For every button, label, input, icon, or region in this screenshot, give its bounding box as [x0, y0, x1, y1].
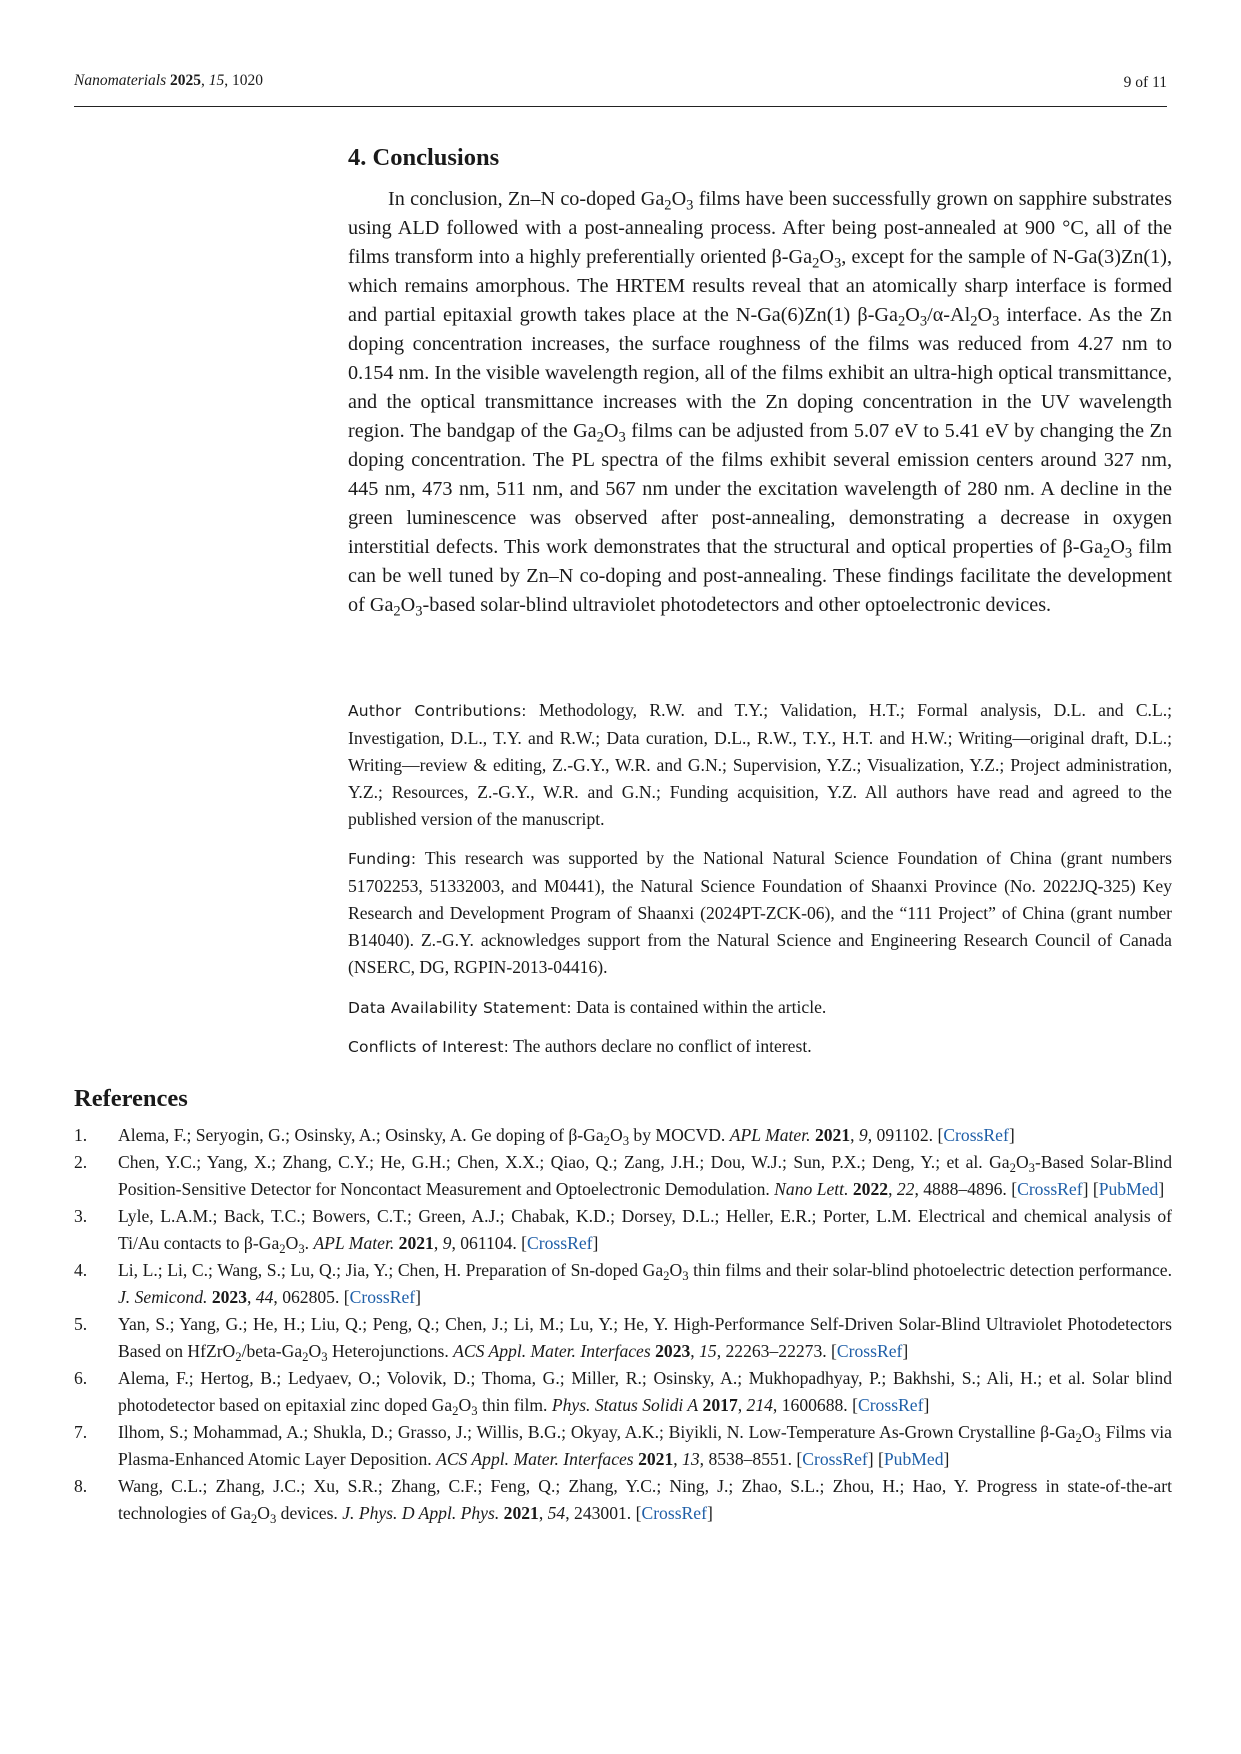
crossref-link[interactable]: CrossRef	[527, 1233, 593, 1253]
pubmed-link[interactable]: PubMed	[883, 1449, 944, 1469]
reference-item: 6. Alema, F.; Hertog, B.; Ledyaev, O.; Volovik, D.; Thoma, G.; Miller, R.; Osinsky, A.; Mukhopadhyay, P.; Bakhshi, S.; Ali, H.; et al. Solar blind photodetector based on epitaxial zinc doped $Ga_2O_3$ thin film. Phys. Status Solidi A 2017, 214, 1600688. [CrossRef]	[74, 1368, 1172, 1419]
data-availability-text: Data is contained within the article.	[576, 997, 827, 1017]
data-availability-label: Data Availability Statement:	[348, 999, 572, 1017]
article-number: 1020	[232, 72, 264, 89]
reference-list	[74, 1122, 1172, 1527]
references-heading: References	[74, 1085, 188, 1112]
reference-item: 8. Wang, C.L.; Zhang, J.C.; Xu, S.R.; Zhang, C.F.; Feng, Q.; Zhang, Y.C.; Ning, J.; Zhao, S.L.; Zhou, H.; Hao, Y. Progress in state-of-the-art technologies of $Ga_2O_3$ devices. J. Phys. D Appl. Phys. 2021, 54, 243001. [CrossRef]	[74, 1476, 1172, 1527]
reference-item: 1. Alema, F.; Seryogin, G.; Osinsky, A.; Osinsky, A. Ge doping of $\beta-Ga_2O_3$ by MOCVD. APL Mater. 2021, 9, 091102. [CrossRef]	[74, 1125, 1015, 1149]
journal-year: 2025	[170, 72, 202, 89]
section-heading-conclusions: 4. Conclusions	[348, 144, 500, 171]
funding-label: Funding:	[348, 850, 417, 868]
reference-item: 3. Lyle, L.A.M.; Back, T.C.; Bowers, C.T.; Green, A.J.; Chabak, K.D.; Dorsey, D.L.; Heller, E.R.; Porter, L.M. Electrical and chemical analysis of Ti/Au contacts to $\beta-Ga_2O_3$. APL Mater. 2021, 9, 061104. [CrossRef]	[74, 1206, 1172, 1257]
funding-statement	[348, 845, 1172, 981]
author-contributions-text: Methodology, R.W. and T.Y.; Validation, H.T.; Formal analysis, D.L. and C.L.; Investigation, D.L., T.Y. and R.W.; Data curation, D.L., R.W., T.Y., H.T. and H.W.; Writing—original draft, D.L.; Writing—review & editing, Z.-G.Y., W.R. and G.N.; Supervision, Y.Z.; Visualization, Y.Z.; Project administration, Y.Z.; Resources, Z.-G.Y., W.R. and G.N.; Funding acquisition, Y.Z. All authors have read and agreed to the published version of the manuscript.	[348, 700, 1172, 829]
data-availability-statement	[348, 994, 1172, 1022]
running-header	[74, 72, 1167, 107]
crossref-link[interactable]: CrossRef	[857, 1395, 924, 1415]
pubmed-link[interactable]: PubMed	[1098, 1179, 1159, 1199]
reference-item: 4. Li, L.; Li, C.; Wang, S.; Lu, Q.; Jia, Y.; Chen, H. Preparation of Sn-doped $Ga_2O_3$ thin films and their solar-blind photoelectric detection performance. J. Semicond. 2023, 44, 062805. [CrossRef]	[74, 1260, 1173, 1307]
author-contributions	[348, 697, 1172, 833]
crossref-link[interactable]: CrossRef	[641, 1503, 707, 1523]
funding-text: This research was supported by the National Natural Science Foundation of China (grant numbers 51702253, 51332003, and M0441), the Natural Science Foundation of Shaanxi Province (No. 2022JQ-325) Key Research and Development Program of Shaanxi (2024PT-ZCK-06), and the “111 Project” of China (grant number B14040). Z.-G.Y. acknowledges support from the Natural Science and Engineering Research Council of Canada (NSERC, DG, RGPIN-2013-04416).	[348, 848, 1172, 977]
conflicts-of-interest	[348, 1033, 1172, 1061]
conflicts-label: Conflicts of Interest:	[348, 1038, 510, 1056]
reference-item: 2. Chen, Y.C.; Yang, X.; Zhang, C.Y.; He, G.H.; Chen, X.X.; Qiao, Q.; Zang, J.H.; Dou, W.J.; Sun, P.X.; Deng, Y.; et al. $Ga_2O_3$-Based Solar-Blind Position-Sensitive Detector for Noncontact Measurement and Optoelectronic Demodulation. Nano Lett. 2022, 22, 4888–4896. [CrossRef] [PubMed]	[74, 1152, 1172, 1199]
journal-volume: 15	[208, 72, 225, 89]
conflicts-text: The authors declare no conflict of interest.	[513, 1036, 812, 1056]
crossref-link[interactable]: CrossRef	[1017, 1179, 1083, 1199]
crossref-link[interactable]: CrossRef	[802, 1449, 868, 1469]
journal-name: Nanomaterials	[74, 72, 167, 89]
reference-item: 7. Ilhom, S.; Mohammad, A.; Shukla, D.; Grasso, J.; Willis, B.G.; Okyay, A.K.; Biyikli, N. Low-Temperature As-Grown Crystalline $\beta-Ga_2O_3$ Films via Plasma-Enhanced Atomic Layer Deposition. ACS Appl. Mater. Interfaces 2021, 13, 8538–8551. [CrossRef] [PubMed]	[74, 1422, 1172, 1469]
crossref-link[interactable]: CrossRef	[349, 1287, 416, 1307]
reference-item: 5. Yan, S.; Yang, G.; He, H.; Liu, Q.; Peng, Q.; Chen, J.; Li, M.; Lu, Y.; He, Y. High-Performance Self-Driven Solar-Blind Ultraviolet Photodetectors Based on $HfZrO_2/beta-Ga_2O_3$ Heterojunctions. ACS Appl. Mater. Interfaces 2023, 15, 22263–22273. [CrossRef]	[74, 1314, 1172, 1365]
crossref-link[interactable]: CrossRef	[943, 1125, 1009, 1145]
page-number: 9 of 11	[1123, 74, 1167, 91]
journal-citation: Nanomaterials 2025, 15, 1020	[74, 72, 264, 89]
conclusions-paragraph: In conclusion, Zn–N co-doped $Ga_2O_3$ films have been successfully grown on sapphire substrates using ALD followed with a post-annealing process. After being post-annealed at 900 °C, all of the films transform into a highly preferentially oriented $\beta-Ga_2O_3$, except for the sample of N-Ga(3)Zn(1), which remains amorphous. The HRTEM results reveal that an atomically sharp interface is formed and partial epitaxial growth takes place at the N-Ga(6)Zn(1) $\beta-Ga_2O_3/\alpha-Al_2O_3$ interface. As the Zn doping concentration increases, the surface roughness of the films was reduced from 4.27 nm to 0.154 nm. In the visible wavelength region, all of the films exhibit an ultra-high optical transmittance, and the optical transmittance increases with the Zn doping concentration in the UV wavelength region. The bandgap of the $Ga_2O_3$ films can be adjusted from 5.07 eV to 5.41 eV by changing the Zn doping concentration. The PL spectra of the films exhibit several emission centers around 327 nm, 445 nm, 473 nm, 511 nm, and 567 nm under the excitation wavelength of 280 nm. A decline in the green luminescence was observed after post-annealing, demonstrating a decrease in oxygen interstitial defects. This work demonstrates that the structural and optical properties of $\beta-Ga_2O_3$ film can be well tuned by Zn–N co-doping and post-annealing. These findings facilitate the development of $Ga_2O_3$-based solar-blind ultraviolet photodetectors and other optoelectronic devices.	[348, 188, 1172, 620]
crossref-link[interactable]: CrossRef	[836, 1341, 903, 1361]
author-contributions-label: Author Contributions:	[348, 702, 527, 720]
